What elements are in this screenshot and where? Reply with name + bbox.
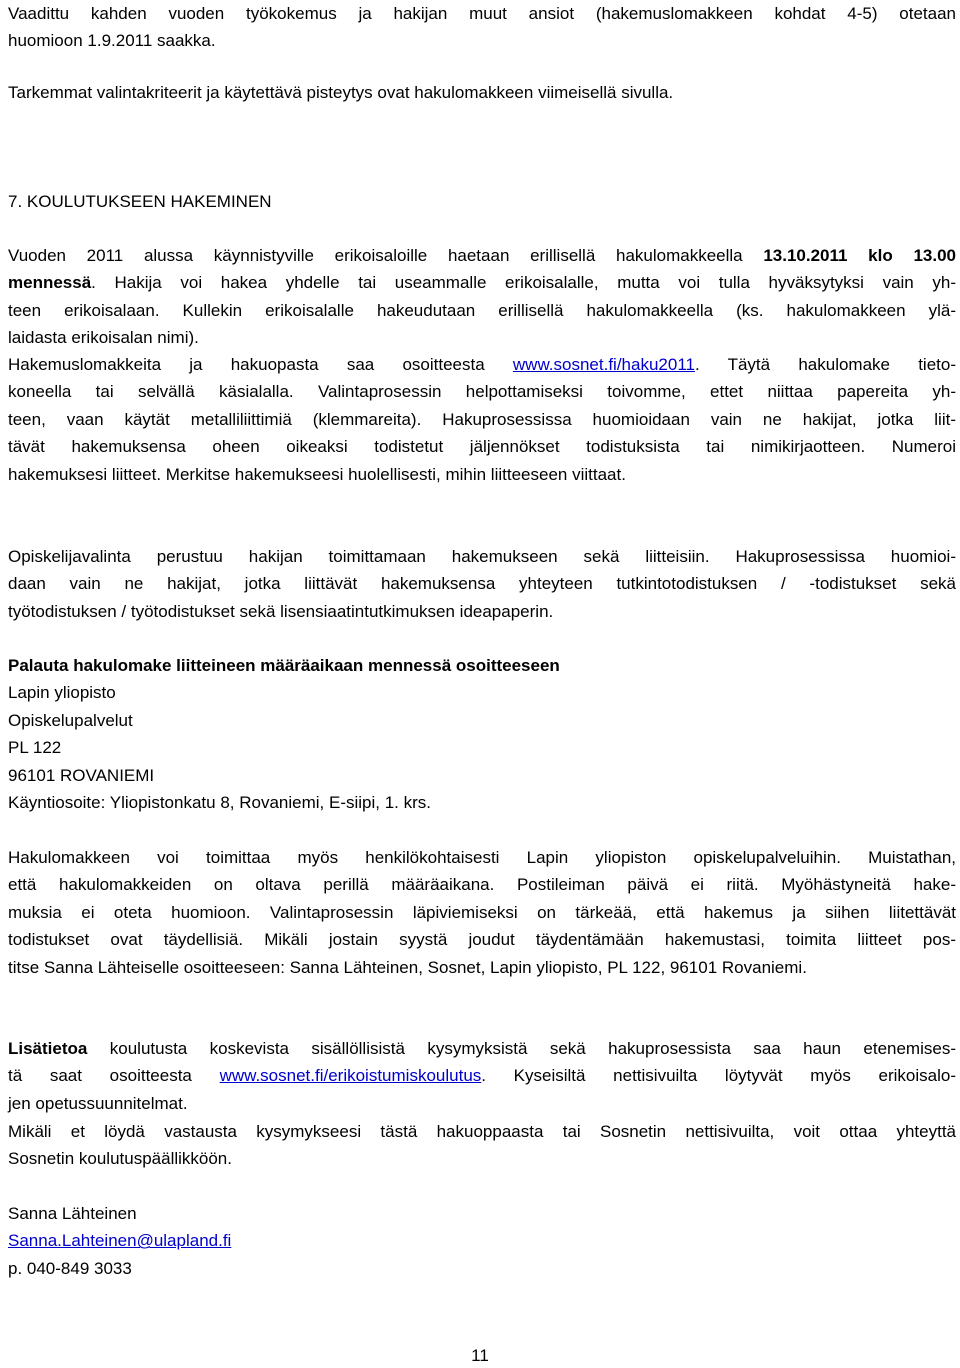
address-dept: Opiskelupalvelut [8, 710, 133, 730]
intro-line-2: huomioon 1.9.2011 saakka. [8, 31, 216, 51]
section-7-paragraph-1 [8, 242, 956, 352]
delivery-line-1: Hakulomakkeen voi toimittaa myös henkilökohtaisesti Lapin yliopiston opiskelupalveluihin. Muistathan, [8, 848, 956, 867]
info-line-3: jen opetussuunnitelmat. [8, 1093, 188, 1113]
deadline-suffix: mennessä [8, 273, 92, 293]
contact-note-line-1: Mikäli et löydä vastausta kysymykseesi tästä hakuoppaasta tai Sosnetin nettisivuilta, voit ottaa yhteyttä [8, 1122, 956, 1141]
info-line-2: tä saat osoitteesta www.sosnet.fi/erikoistumiskoulutus. Kyseisiltä nettisivuilta löytyvät myös erikoisalo- [8, 1066, 956, 1086]
address-block [8, 652, 956, 816]
contact-note-line-2: Sosnetin koulutuspäällikköön. [8, 1149, 232, 1169]
address-visit: Käyntiosoite: Yliopistonkatu 8, Rovaniemi, E-siipi, 1. krs. [8, 793, 431, 813]
haku2011-link[interactable]: www.sosnet.fi/haku2011 [512, 355, 695, 374]
erikoistumiskoulutus-link[interactable]: www.sosnet.fi/erikoistumiskoulutus [219, 1066, 482, 1086]
s7p1-line-1: Vuoden 2011 alussa käynnistyville erikoisaloille haetaan erillisellä hakulomakkeella 13.10.2011 klo 13.00 [8, 246, 956, 265]
signature-name: Sanna Lähteinen [8, 1204, 137, 1223]
signature-email-link[interactable]: Sanna.Lahteinen@ulapland.fi [8, 1231, 232, 1251]
delivery-line-2: että hakulomakkeiden on oltava perillä määräaikana. Postileiman päivä ei riitä. Myöhästyneitä hake- [8, 875, 956, 895]
section-7-paragraph-2 [8, 351, 956, 488]
s7p1-line-3: teen erikoisalaan. Kullekin erikoisalalle hakeudutaan erillisellä hakulomakkeella (ks. hakulomakkeen ylä- [8, 300, 956, 320]
s7p2-line-1: Hakemuslomakkeita ja hakuopasta saa osoitteesta www.sosnet.fi/haku2011. Täytä hakulomake tieto- [8, 355, 956, 374]
delivery-line-4: todistukset ovat täydellisiä. Mikäli jostain syystä joudut täydentämään hakemustasi, toimita liitteet pos- [8, 930, 956, 950]
deadline-date: 13.10.2011 klo 13.00 [763, 246, 956, 265]
address-name: Lapin yliopisto [8, 683, 116, 703]
delivery-line-5: titse Sanna Lähteiselle osoitteeseen: Sanna Lähteinen, Sosnet, Lapin yliopisto, PL 122, 96101 Rovaniemi. [8, 957, 807, 977]
s7p3-line-3: työtodistuksen / työtodistukset sekä lisensiaatintutkimuksen ideapaperin. [8, 601, 554, 621]
s7p3-line-2: daan vain ne hakijat, jotka liittävät hakemuksensa yhteyteen tutkintotodistuksen / -todistukset sekä [8, 574, 956, 594]
s7p2-line-2: koneella tai selvällä käsialalla. Valintaprosessin helpottamiseksi toivomme, ettet niittaa papereita yh- [8, 382, 956, 402]
criteria-text: Tarkemmat valintakriteerit ja käytettävä pisteytys ovat hakulomakkeen viimeisellä sivulla. [8, 83, 674, 102]
criteria-paragraph [8, 79, 956, 106]
info-paragraph [8, 1035, 956, 1117]
s7p1-line-4: laidasta erikoisalan nimi). [8, 328, 199, 348]
address-postal: 96101 ROVANIEMI [8, 765, 155, 785]
signature-block [8, 1200, 956, 1282]
section-7-heading: 7. KOULUTUKSEEN HAKEMINEN [8, 192, 272, 211]
address-heading: Palauta hakulomake liitteineen määräaikaan mennessä osoitteeseen [8, 656, 560, 675]
s7p2-line-4: tävät hakemuksensa oheen oikeaksi todistetut jäljennökset todistuksista tai nimikirjaotteen. Numeroi [8, 437, 956, 457]
intro-line-1: Vaadittu kahden vuoden työkokemus ja hakijan muut ansiot (hakemuslomakkeen kohdat 4-5) otetaan [8, 4, 956, 23]
s7p1-line-2: mennessä. Hakija voi hakea yhdelle tai useammalle erikoisalalle, mutta voi tulla hyväksytyksi vain yh- [8, 273, 956, 293]
info-line-1: Lisätietoa koulutusta koskevista sisällöllisistä kysymyksistä sekä hakuprosessista saa haun etenemises- [8, 1039, 956, 1058]
delivery-line-3: muksia ei oteta huomioon. Valintaprosessin läpiviemiseksi on tärkeää, että hakemus ja siihen liitettävät [8, 902, 956, 922]
delivery-paragraph [8, 844, 956, 981]
signature-phone: p. 040-849 3033 [8, 1258, 132, 1278]
info-label: Lisätietoa [8, 1039, 88, 1058]
intro-paragraph [8, 0, 956, 55]
s7p2-line-3: teen, vaan käytät metalliliittimiä (klemmareita). Hakuprosessissa huomioidaan vain ne hakijat, jotka liit- [8, 409, 956, 429]
address-box: PL 122 [8, 738, 62, 758]
s7p2-line-5: hakemuksesi liitteet. Merkitse hakemukseesi huolellisesti, mihin liitteeseen viittaat. [8, 464, 626, 484]
page-number: 11 [471, 1346, 489, 1365]
s7p3-line-1: Opiskelijavalinta perustuu hakijan toimittamaan hakemukseen sekä liitteisiin. Hakuprosessissa huomioi- [8, 547, 956, 566]
section-7-paragraph-3 [8, 543, 956, 625]
contact-note-paragraph [8, 1118, 956, 1173]
